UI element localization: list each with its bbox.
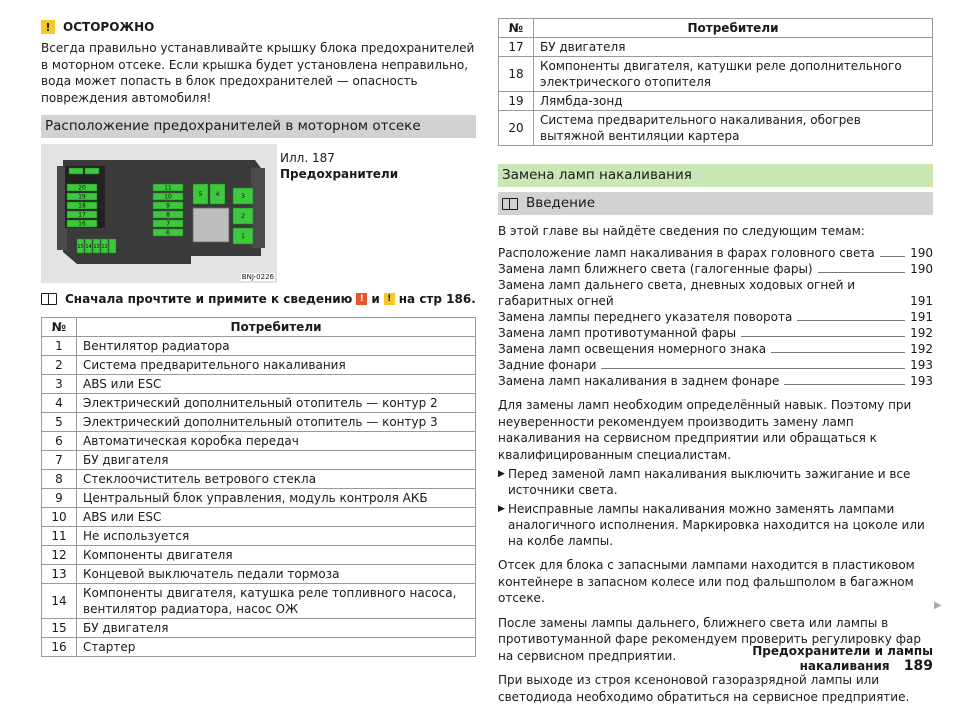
bullet-text: Неисправные лампы накаливания можно заменять лампами аналогичного исполнения. Маркировка находится на цоколе или на колбе лампы.	[508, 502, 925, 548]
figure-title: Предохранители	[280, 167, 399, 181]
table-row	[42, 470, 476, 489]
fuse-number: 11	[42, 527, 77, 546]
topic-link[interactable]	[498, 245, 933, 261]
table-row	[42, 375, 476, 394]
fuse-label: 12	[101, 243, 108, 250]
fuse-consumer: ABS или ESC	[77, 375, 476, 394]
leader-line	[601, 368, 905, 369]
fuse-consumer: Система предварительного накаливания	[77, 356, 476, 375]
fuse-label: 3	[241, 193, 245, 201]
leader-line	[797, 320, 905, 321]
figure-code: BNJ-0226	[241, 273, 274, 281]
fuse-box-illustration	[41, 144, 277, 283]
warning-icon: !	[356, 293, 367, 305]
fuse-number: 14	[42, 584, 77, 619]
paragraph-xenon: При выходе из строя ксеноновой газоразрядной лампы или светодиода необходимо обратиться на сервисное предприятие.	[498, 673, 910, 704]
fuse-consumer: Центральный блок управления, модуль контроля АКБ	[77, 489, 476, 508]
fuse-consumer: БУ двигателя	[77, 619, 476, 638]
fuse-consumer: Концевой выключатель педали тормоза	[77, 565, 476, 584]
fuse-label: 14	[85, 243, 92, 250]
read-first-and: и	[371, 292, 380, 306]
fuse-box-diagram	[41, 144, 277, 283]
table-row	[42, 413, 476, 432]
fuse-consumer: Компоненты двигателя	[77, 546, 476, 565]
fuse-consumer: Стеклоочиститель ветрового стекла	[77, 470, 476, 489]
figure-row	[41, 144, 476, 283]
caution-heading	[41, 18, 476, 36]
caution-small-icon: !	[384, 293, 395, 305]
fuse-label: 8	[166, 211, 170, 219]
fuse-number: 19	[499, 92, 534, 111]
table-row	[42, 546, 476, 565]
fuse-number: 4	[42, 394, 77, 413]
bullet-arrow-icon: ▶	[498, 504, 505, 514]
fuse-consumer: Компоненты двигателя, катушка реле топливного насоса, вентилятор радиатора, насос ОЖ	[77, 584, 476, 619]
figure-reference: Илл. 187	[280, 151, 335, 165]
relay-block	[193, 208, 229, 242]
topic-page: 192	[910, 342, 933, 356]
section-intro-heading	[498, 192, 933, 215]
right-column	[498, 18, 933, 705]
table-row	[42, 527, 476, 546]
topic-title: Замена ламп дальнего света, дневных ходовых огней и габаритных огней	[498, 278, 856, 308]
fuse-consumer: Стартер	[77, 638, 476, 657]
column-header-consumers: Потребители	[77, 318, 476, 337]
section-title-lamps: Замена ламп накаливания	[498, 164, 933, 187]
section-intro-title: Введение	[526, 195, 596, 211]
table-row	[42, 432, 476, 451]
caution-icon: !	[41, 20, 55, 34]
fuse-label: 19	[78, 193, 86, 201]
fuse-slot	[85, 168, 99, 174]
page-footer	[660, 644, 933, 674]
topic-title: Замена ламп ближнего света (галогенные фары)	[498, 262, 813, 276]
fuse-consumer: Электрический дополнительный отопитель — контур 2	[77, 394, 476, 413]
fuse-number: 8	[42, 470, 77, 489]
next-page-arrow-icon[interactable]: ▶	[934, 600, 942, 611]
topic-link[interactable]	[498, 309, 933, 325]
bullet-item	[498, 501, 933, 549]
fuse-slot	[109, 239, 116, 253]
topic-title: Задние фонари	[498, 358, 597, 372]
topic-page: 190	[910, 262, 933, 276]
read-first-note	[41, 291, 476, 307]
fuse-consumer: Электрический дополнительный отопитель — контур 3	[77, 413, 476, 432]
topic-title: Замена ламп накаливания в заднем фонаре	[498, 374, 780, 388]
fuse-table-right	[498, 18, 933, 146]
bullet-arrow-icon: ▶	[498, 469, 505, 479]
fuse-consumer: БУ двигателя	[77, 451, 476, 470]
topic-title: Замена ламп освещения номерного знака	[498, 342, 767, 356]
topic-link[interactable]	[498, 373, 933, 389]
fuse-label: 15	[77, 243, 84, 250]
topic-link[interactable]	[498, 325, 933, 341]
fuse-number: 15	[42, 619, 77, 638]
fuse-label: 9	[166, 202, 170, 210]
fuse-label: 17	[78, 211, 86, 219]
topic-page: 191	[910, 294, 933, 308]
table-row	[42, 638, 476, 657]
fuse-number: 17	[499, 38, 534, 57]
leader-line	[818, 272, 905, 273]
fuse-label: 2	[241, 213, 245, 221]
topic-title: Замена лампы переднего указателя поворота	[498, 310, 793, 324]
fuse-consumer: Не используется	[77, 527, 476, 546]
table-row	[42, 619, 476, 638]
fuse-label: 13	[93, 243, 100, 250]
table-row	[42, 337, 476, 356]
fuse-label: 4	[215, 191, 220, 199]
fuse-number: 6	[42, 432, 77, 451]
fuse-number: 12	[42, 546, 77, 565]
caution-title: ОСТОРОЖНО	[63, 20, 155, 34]
table-row	[42, 394, 476, 413]
topic-page: 193	[910, 358, 933, 372]
table-row	[42, 508, 476, 527]
section-title-fuses: Расположение предохранителей в моторном отсеке	[41, 115, 476, 138]
fuse-consumer: Компоненты двигателя, катушки реле дополнительного электрического отопителя	[534, 57, 933, 92]
table-row	[499, 38, 933, 57]
table-row	[499, 92, 933, 111]
fuse-slot	[69, 168, 83, 174]
paragraph-headlight-adjust: После замены лампы дальнего, ближнего света или лампы в противотуманной фаре рекомендуем проверить регулировку фар на сервисном предприятии.	[498, 615, 921, 663]
topic-page: 190	[910, 246, 933, 260]
leader-line	[741, 336, 905, 337]
column-header-number: №	[42, 318, 77, 337]
topic-title: Замена ламп противотуманной фары	[498, 326, 737, 340]
leader-line	[784, 384, 905, 385]
page-number: 189	[903, 658, 933, 674]
fuse-consumer: Вентилятор радиатора	[77, 337, 476, 356]
fuse-label: 10	[164, 193, 172, 201]
intro-lead: В этой главе вы найдёте сведения по следующим темам:	[498, 224, 865, 238]
fuse-consumer: Лямбда-зонд	[534, 92, 933, 111]
topic-page: 192	[910, 326, 933, 340]
table-row	[42, 356, 476, 375]
table-row	[42, 565, 476, 584]
bullet-item	[498, 466, 933, 498]
fuse-number: 3	[42, 375, 77, 394]
column-header-number: №	[499, 19, 534, 38]
fuse-consumer: Автоматическая коробка передач	[77, 432, 476, 451]
fuse-consumer: БУ двигателя	[534, 38, 933, 57]
fuse-label: 16	[78, 220, 86, 228]
fuse-number: 9	[42, 489, 77, 508]
fuse-number: 10	[42, 508, 77, 527]
fuse-number: 13	[42, 565, 77, 584]
fuse-number: 7	[42, 451, 77, 470]
leader-line	[771, 352, 905, 353]
paragraph-skill: Для замены ламп необходим определённый навык. Поэтому при неуверенности рекомендуем производить замену ламп накаливания на сервисном предприятии или обращаться к квалифицированным специалистам.	[498, 398, 912, 462]
read-first-page: на стр 186.	[398, 292, 476, 306]
table-row	[42, 584, 476, 619]
caution-text: Всегда правильно устанавливайте крышку блока предохранителей в моторном отсеке. Если крышка будет установлена неправильно, вода может попасть в блок предохранителей — опасность повреждения автомобиля!	[41, 41, 475, 105]
book-icon	[502, 198, 518, 210]
fuse-label: 6	[166, 229, 170, 237]
table-row	[42, 451, 476, 470]
fuse-consumer: ABS или ESC	[77, 508, 476, 527]
fuse-number: 5	[42, 413, 77, 432]
table-row	[499, 111, 933, 146]
fuse-number: 2	[42, 356, 77, 375]
fuse-label: 20	[78, 184, 86, 192]
topic-page: 191	[910, 310, 933, 324]
fuse-number: 20	[499, 111, 534, 146]
paragraph-spare-lamps: Отсек для блока с запасными лампами находится в пластиковом контейнере в запасном колесе или под фальшполом в багажном отсеке.	[498, 558, 915, 605]
fuse-label: 7	[166, 220, 170, 228]
table-row	[42, 489, 476, 508]
figure-caption	[280, 144, 398, 283]
table-row	[499, 57, 933, 92]
topic-link[interactable]	[498, 357, 933, 373]
footer-chapter-title: Предохранители и лампы накаливания	[752, 644, 933, 673]
read-first-text: Сначала прочтите и примите к сведению	[65, 292, 353, 306]
fuse-number: 1	[42, 337, 77, 356]
fuse-number: 18	[499, 57, 534, 92]
left-column	[41, 18, 476, 657]
fuse-consumer: Система предварительного накаливания, обогрев вытяжной вентиляции картера	[534, 111, 933, 146]
fuse-table-left	[41, 317, 476, 657]
topic-link[interactable]	[498, 277, 933, 309]
fuse-label: 18	[78, 202, 86, 210]
topic-link[interactable]	[498, 261, 933, 277]
topic-link[interactable]	[498, 341, 933, 357]
fuse-label: 5	[198, 191, 203, 199]
bullet-text: Перед заменой ламп накаливания выключить зажигание и все источники света.	[508, 467, 911, 497]
fuse-number: 16	[42, 638, 77, 657]
column-header-consumers: Потребители	[534, 19, 933, 38]
topic-page: 193	[910, 374, 933, 388]
fuse-label: 1	[241, 233, 245, 241]
fuse-label: 11	[164, 184, 172, 192]
topics-list	[498, 245, 933, 389]
book-icon	[41, 293, 57, 305]
topic-title: Расположение ламп накаливания в фарах головного света	[498, 246, 875, 260]
leader-line	[880, 256, 905, 257]
